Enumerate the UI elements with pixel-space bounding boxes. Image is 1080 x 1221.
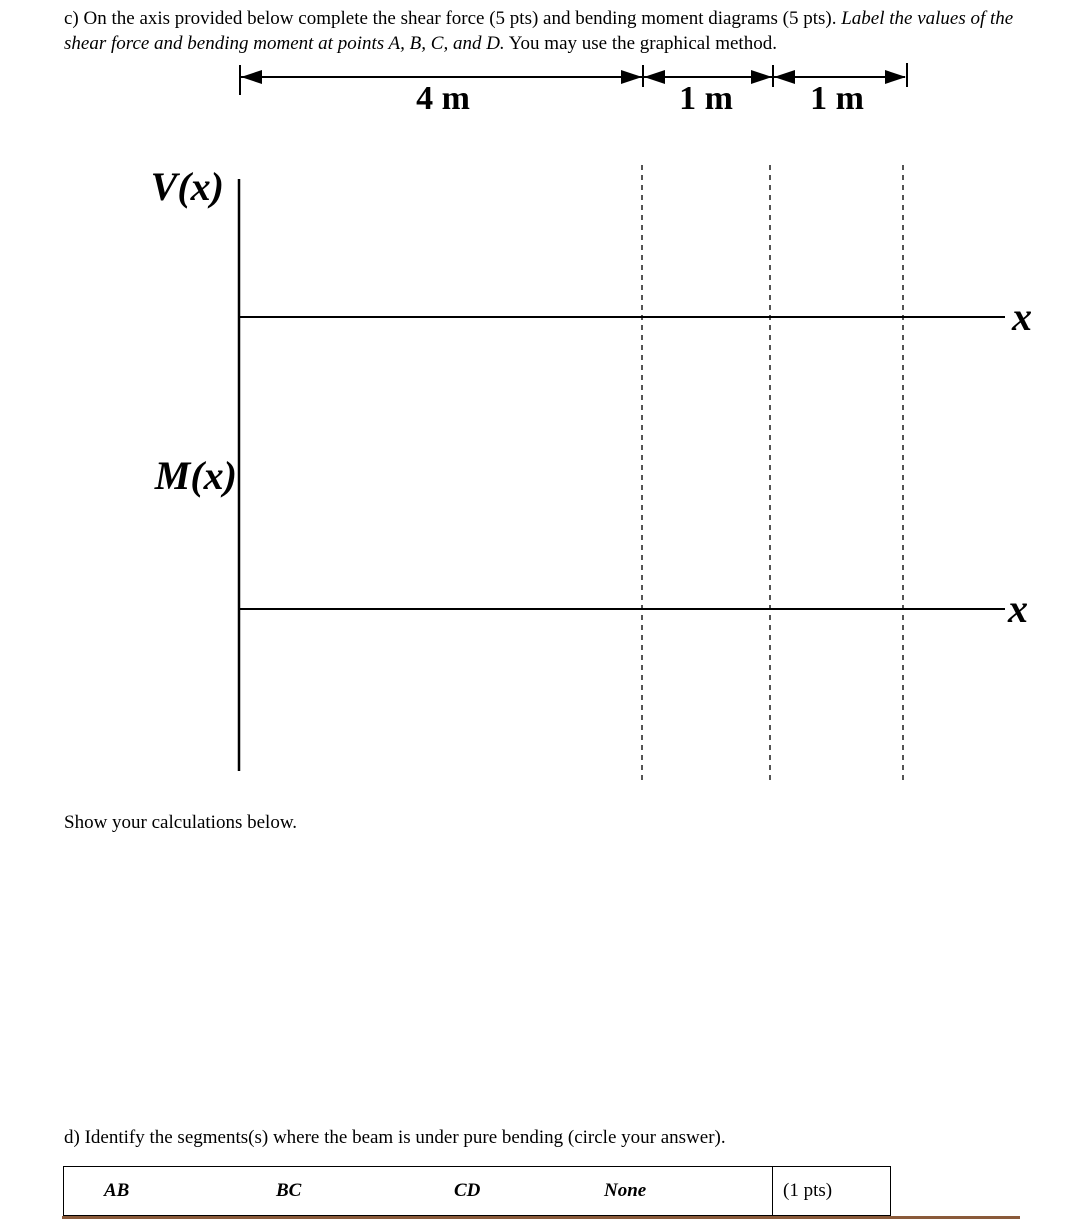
dashed-guides [642,165,903,785]
option-bc[interactable]: BC [276,1180,302,1201]
option-none[interactable]: None [604,1180,647,1201]
option-ab[interactable]: AB [104,1180,130,1201]
question-c-italic: Label the values of the shear force and bending moment at points A, B, C, and D. [64,8,1014,54]
bottom-rule [62,1216,1020,1219]
segment-label-ab: 4 m [416,80,470,117]
segment-label-cd: 1 m [810,80,864,117]
segment-label-bc: 1 m [679,80,733,117]
dimension-line [240,63,907,95]
calculations-prompt: Show your calculations below. [64,812,298,833]
question-c-prefix: c) On the axis provided below complete the shear force (5 pts) and bending moment diagrams (5 pts). [64,8,837,29]
option-cd[interactable]: CD [454,1180,481,1201]
shear-axis-label: V(x) [150,164,224,209]
question-c-suffix: You may use the graphical method. [508,33,777,54]
moment-axis-label: M(x) [154,453,237,498]
question-d-prompt: d) Identify the segments(s) where the beam is under pure bending (circle your answer). [64,1127,726,1148]
answer-table [63,1166,891,1216]
moment-x-label: x [1008,586,1028,631]
diagram-area [0,55,1080,800]
shear-x-label: x [1012,294,1032,339]
question-c-text [64,6,1054,56]
points-value: (1 pts) [772,1167,890,1215]
